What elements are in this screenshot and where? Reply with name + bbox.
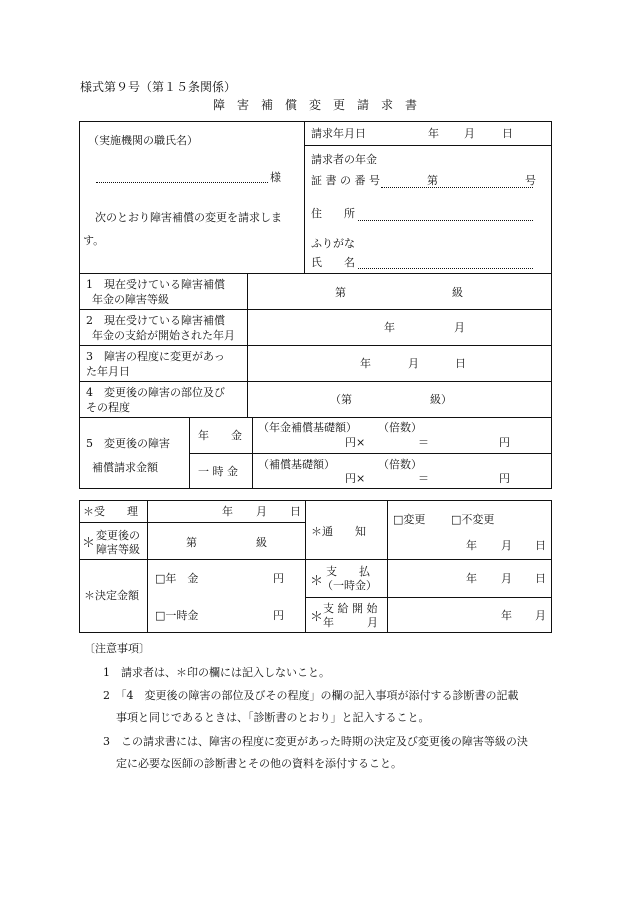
org-label: （実施機関の職氏名）: [88, 134, 198, 147]
name-field[interactable]: [358, 268, 533, 269]
start-year: 年: [501, 609, 512, 622]
pension-number-label: 証 書 の 番 号: [311, 174, 380, 187]
pension-go: 号: [525, 174, 536, 187]
request-date-label: 請求年月日: [311, 127, 366, 140]
row3-tsuki: 月: [408, 357, 419, 370]
request-date-month: 月: [464, 127, 475, 140]
start-label: 支 給 開 始: [323, 602, 378, 615]
note-3: 3 この請求書には、障害の程度に変更があった時期の決定及び変更後の障害等級の決: [103, 735, 528, 748]
grade-dai: 第: [186, 536, 197, 549]
row5-yen-times-2: 円×: [345, 472, 366, 485]
row4-close: 級）: [430, 393, 452, 406]
furigana-label: ふりがな: [311, 237, 355, 250]
request-sentence-end: す。: [83, 234, 105, 247]
grade-kyu: 級: [256, 536, 267, 549]
no-change-checkbox[interactable]: □不変更: [451, 513, 495, 526]
row2-tsuki: 月: [454, 321, 465, 334]
notice-year: 年: [466, 539, 477, 552]
lump-amount-checkbox[interactable]: □一時金: [155, 609, 199, 622]
row4-label: 4 変更後の障害の部位及び: [86, 386, 225, 399]
row5-base-comp-label: （補償基礎額）: [258, 458, 335, 471]
row5-multiplier-label-2: （倍数）: [378, 458, 422, 471]
payment-year: 年: [466, 572, 477, 585]
notice-label: ＊通 知: [311, 525, 366, 538]
row5-yen-2: 円: [499, 472, 510, 485]
address-field[interactable]: [358, 220, 533, 221]
row5-pension-label: 年 金: [198, 429, 242, 442]
row5-label: 5 変更後の障害: [86, 437, 170, 450]
lump-amount-yen: 円: [273, 609, 284, 622]
request-date-day: 日: [502, 127, 513, 140]
pension-number-field[interactable]: [381, 187, 533, 188]
pension-dai: 第: [427, 174, 438, 187]
row5-lump-label: 一 時 金: [198, 465, 238, 478]
grade-label-cont: 障害等級: [96, 543, 140, 556]
row4-label-cont: その程度: [86, 401, 130, 414]
notice-month: 月: [501, 539, 512, 552]
payment-label: 支 払: [326, 565, 370, 578]
row2-label-cont: 年金の支給が開始された年月: [92, 329, 235, 342]
address-label: 住 所: [311, 207, 355, 220]
receipt-month: 月: [256, 505, 267, 518]
notice-day: 日: [535, 539, 546, 552]
row3-label-cont: た年月日: [86, 365, 130, 378]
org-name-field[interactable]: [96, 182, 268, 183]
receipt-year: 年: [222, 505, 233, 518]
row5-yen: 円: [499, 436, 510, 449]
note-1: 1 請求者は、＊印の欄には記入しないこと。: [103, 666, 330, 679]
row3-hi: 日: [455, 357, 466, 370]
request-sentence: 次のとおり障害補償の変更を請求しま: [95, 211, 282, 224]
receipt-day: 日: [290, 505, 301, 518]
row2-nen: 年: [384, 321, 395, 334]
payment-day: 日: [535, 572, 546, 585]
row4-open: （第: [330, 393, 352, 406]
payment-star: ＊: [310, 574, 324, 589]
start-star: ＊: [310, 610, 324, 625]
row1-label-cont: 年金の障害等級: [92, 293, 169, 306]
start-label-cont: 年 月: [323, 616, 378, 629]
row3-nen: 年: [360, 357, 371, 370]
decided-amount-label: ＊決定金額: [84, 589, 139, 602]
note-2: 2 「4 変更後の障害の部位及びその程度」の欄の記入事項が添付する診断書の記載: [103, 689, 519, 702]
row5-base-pension-label: （年金補償基礎額）: [258, 421, 357, 434]
row5-yen-times: 円×: [345, 436, 366, 449]
note-3-cont: 定に必要な医師の診断書とその他の資料を添付すること。: [116, 757, 402, 770]
row1-label: 1 現在受けている障害補償: [86, 278, 225, 291]
row2-label: 2 現在受けている障害補償: [86, 314, 225, 327]
form-title: 障 害 補 償 変 更 請 求 書: [213, 98, 418, 112]
pension-amount-yen: 円: [273, 572, 284, 585]
notes-heading: 〔注意事項〕: [84, 642, 150, 655]
start-month: 月: [535, 609, 546, 622]
pension-label: 請求者の年金: [311, 153, 377, 166]
grade-label: 変更後の: [96, 529, 140, 542]
row5-label-cont: 補償請求金額: [92, 461, 158, 474]
form-number: 様式第９号（第１５条関係）: [80, 80, 237, 94]
pension-amount-checkbox[interactable]: □年 金: [155, 572, 199, 585]
row1-dai: 第: [335, 286, 346, 299]
sama-label: 様: [270, 171, 281, 184]
row5-equals-2: ＝: [418, 472, 429, 485]
note-2-cont: 事項と同じであるときは、「診断書のとおり」と記入すること。: [116, 711, 430, 724]
request-date-year: 年: [428, 127, 439, 140]
change-checkbox[interactable]: □変更: [393, 513, 426, 526]
payment-month: 月: [501, 572, 512, 585]
receipt-label: ＊受 理: [83, 505, 138, 518]
name-label: 氏 名: [311, 256, 355, 269]
payment-label-cont: （一時金）: [322, 579, 377, 592]
row5-equals: ＝: [418, 436, 429, 449]
grade-star: ＊: [82, 536, 96, 551]
row1-kyu: 級: [452, 286, 463, 299]
row3-label: 3 障害の程度に変更があっ: [86, 350, 225, 363]
row5-multiplier-label: （倍数）: [378, 421, 422, 434]
